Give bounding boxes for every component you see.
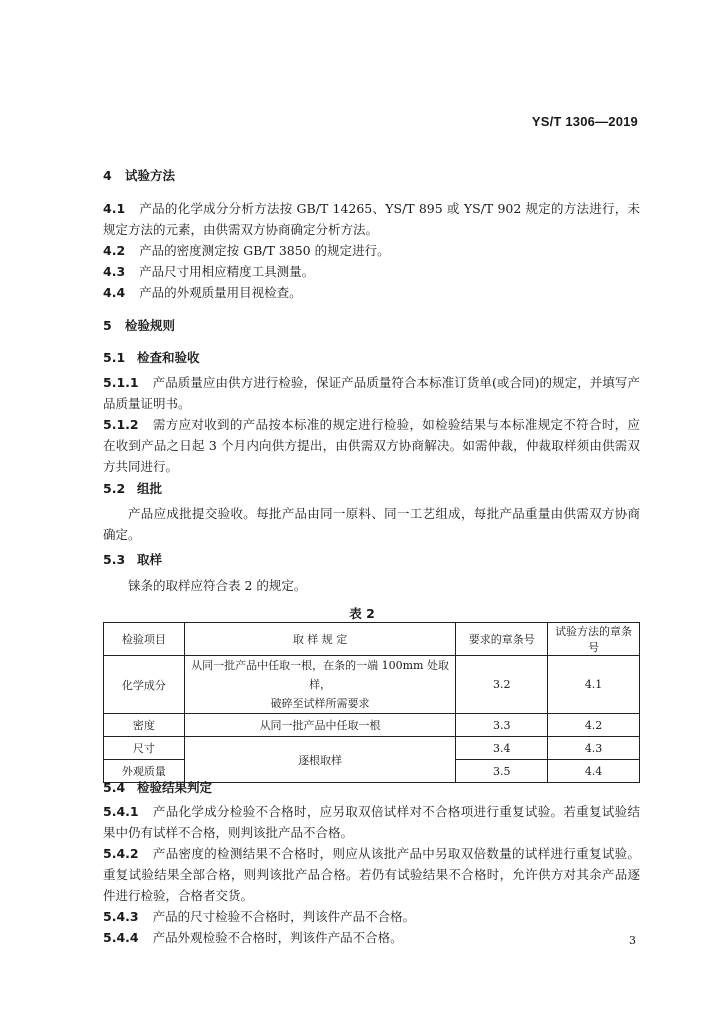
section-title: 检验规则 <box>125 318 176 333</box>
section-title: 试验方法 <box>125 168 176 183</box>
clause-number: 5.1.1 <box>103 375 139 390</box>
clause-text: 产品质量应由供方进行检验，保证产品质量符合本标准订货单(或合同)的规定，并填写产品质量证明书。 <box>103 375 640 411</box>
clause-text: 产品密度的检测结果不合格时，则应从该批产品中另取双倍数量的试样进行重复试验。重复试验结果全部合格，则判该批产品合格。若仍有试验结果不合格时，允许供方对其余产品逐件进行检验，合格者交货。 <box>103 846 640 903</box>
header-cell: 试验方法的章条号 <box>548 623 640 656</box>
cell-req: 3.2 <box>456 656 548 714</box>
table-row <box>104 656 640 714</box>
subsection-title: 组批 <box>137 481 163 496</box>
clause-number: 5.4.2 <box>103 846 139 861</box>
header-cell: 检验项目 <box>104 623 185 656</box>
cell-method: 4.4 <box>548 760 640 783</box>
paragraph-5-4-4 <box>103 927 640 948</box>
clause-number: 5.4.3 <box>103 909 139 924</box>
clause-number: 4.1 <box>103 201 126 216</box>
paragraph-5-2: 产品应成批提交验收。每批产品由同一原料、同一工艺组成，每批产品重量由供需双方协商确定。 <box>103 506 640 542</box>
standard-code: YS/T 1306—2019 <box>531 114 638 129</box>
paragraph-5-4-1 <box>103 801 640 843</box>
subsection-5-2-heading <box>103 479 162 497</box>
cell-rule <box>184 656 455 714</box>
subsection-number: 5.1 <box>103 350 126 365</box>
paragraph-4-2 <box>103 240 640 261</box>
cell-rule: 逐根取样 <box>184 737 455 783</box>
cell-method: 4.2 <box>548 714 640 737</box>
cell-item: 化学成分 <box>104 656 185 714</box>
sampling-table <box>103 622 640 783</box>
paragraph-5-3: 铼条的取样应符合表 2 的规定。 <box>128 578 307 593</box>
clause-text: 产品的尺寸检验不合格时，判该件产品不合格。 <box>152 909 416 924</box>
header-cell: 要求的章条号 <box>456 623 548 656</box>
cell-method: 4.1 <box>548 656 640 714</box>
section-5-heading <box>103 316 175 334</box>
header-cell: 取 样 规 定 <box>184 623 455 656</box>
paragraph-5-4-3 <box>103 906 640 927</box>
subsection-title: 检查和验收 <box>137 350 200 365</box>
subsection-title: 检验结果判定 <box>137 780 213 795</box>
page-number: 3 <box>629 934 636 947</box>
subsection-number: 5.4 <box>103 780 126 795</box>
cell-item: 外观质量 <box>104 760 185 783</box>
cell-method: 4.3 <box>548 737 640 760</box>
table-header-row <box>104 623 640 656</box>
clause-text: 产品尺寸用相应精度工具测量。 <box>139 264 315 279</box>
section-4-heading <box>103 166 175 184</box>
rule-line: 从同一批产品中任取一根，在条的一端 100mm 处取样， <box>191 659 449 691</box>
clause-text: 产品化学成分检验不合格时，应另取双倍试样对不合格项进行重复试验。若重复试验结果中仍有试样不合格，则判该批产品不合格。 <box>103 804 640 840</box>
cell-item: 尺寸 <box>104 737 185 760</box>
clause-number: 5.4.1 <box>103 804 139 819</box>
clause-number: 4.2 <box>103 243 126 258</box>
table-row <box>104 737 640 760</box>
paragraph-4-1 <box>103 198 640 240</box>
subsection-5-3-heading <box>103 550 162 568</box>
clause-text: 产品外观检验不合格时，判该件产品不合格。 <box>152 930 403 945</box>
cell-item: 密度 <box>104 714 185 737</box>
clause-text: 产品的密度测定按 GB/T 3850 的规定进行。 <box>139 243 390 258</box>
subsection-title: 取样 <box>137 552 163 567</box>
clause-text: 需方应对收到的产品按本标准的规定进行检验，如检验结果与本标准规定不符合时，应在收到产品之日起 3 个月内向供方提出，由供需双方协商解决。如需仲裁，仲裁取样须由供需双方共同进行。 <box>103 417 640 474</box>
subsection-5-4-heading <box>103 778 212 796</box>
paragraph-4-3 <box>103 261 640 282</box>
clause-text: 产品的外观质量用目视检查。 <box>139 285 302 300</box>
clause-number: 5.1.2 <box>103 417 139 432</box>
cell-rule: 从同一批产品中任取一根 <box>184 714 455 737</box>
clause-number: 5.4.4 <box>103 930 139 945</box>
paragraph-4-4 <box>103 282 640 303</box>
subsection-5-1-heading <box>103 348 200 366</box>
cell-req: 3.5 <box>456 760 548 783</box>
paragraph-5-4-2 <box>103 843 640 906</box>
paragraph-5-1-1 <box>103 372 640 414</box>
table-row <box>104 714 640 737</box>
cell-req: 3.3 <box>456 714 548 737</box>
rule-line: 破碎至试样所需要求 <box>270 697 370 710</box>
clause-number: 4.4 <box>103 285 126 300</box>
cell-req: 3.4 <box>456 737 548 760</box>
section-number: 5 <box>103 318 112 333</box>
table-title: 表 2 <box>349 606 375 621</box>
clause-number: 4.3 <box>103 264 126 279</box>
section-number: 4 <box>103 168 112 183</box>
clause-text: 产品的化学成分分析方法按 GB/T 14265、YS/T 895 或 YS/T 902 规定的方法进行，未规定方法的元素，由供需双方协商确定分析方法。 <box>103 201 640 237</box>
subsection-number: 5.3 <box>103 552 126 567</box>
paragraph-5-1-2 <box>103 414 640 477</box>
subsection-number: 5.2 <box>103 481 126 496</box>
